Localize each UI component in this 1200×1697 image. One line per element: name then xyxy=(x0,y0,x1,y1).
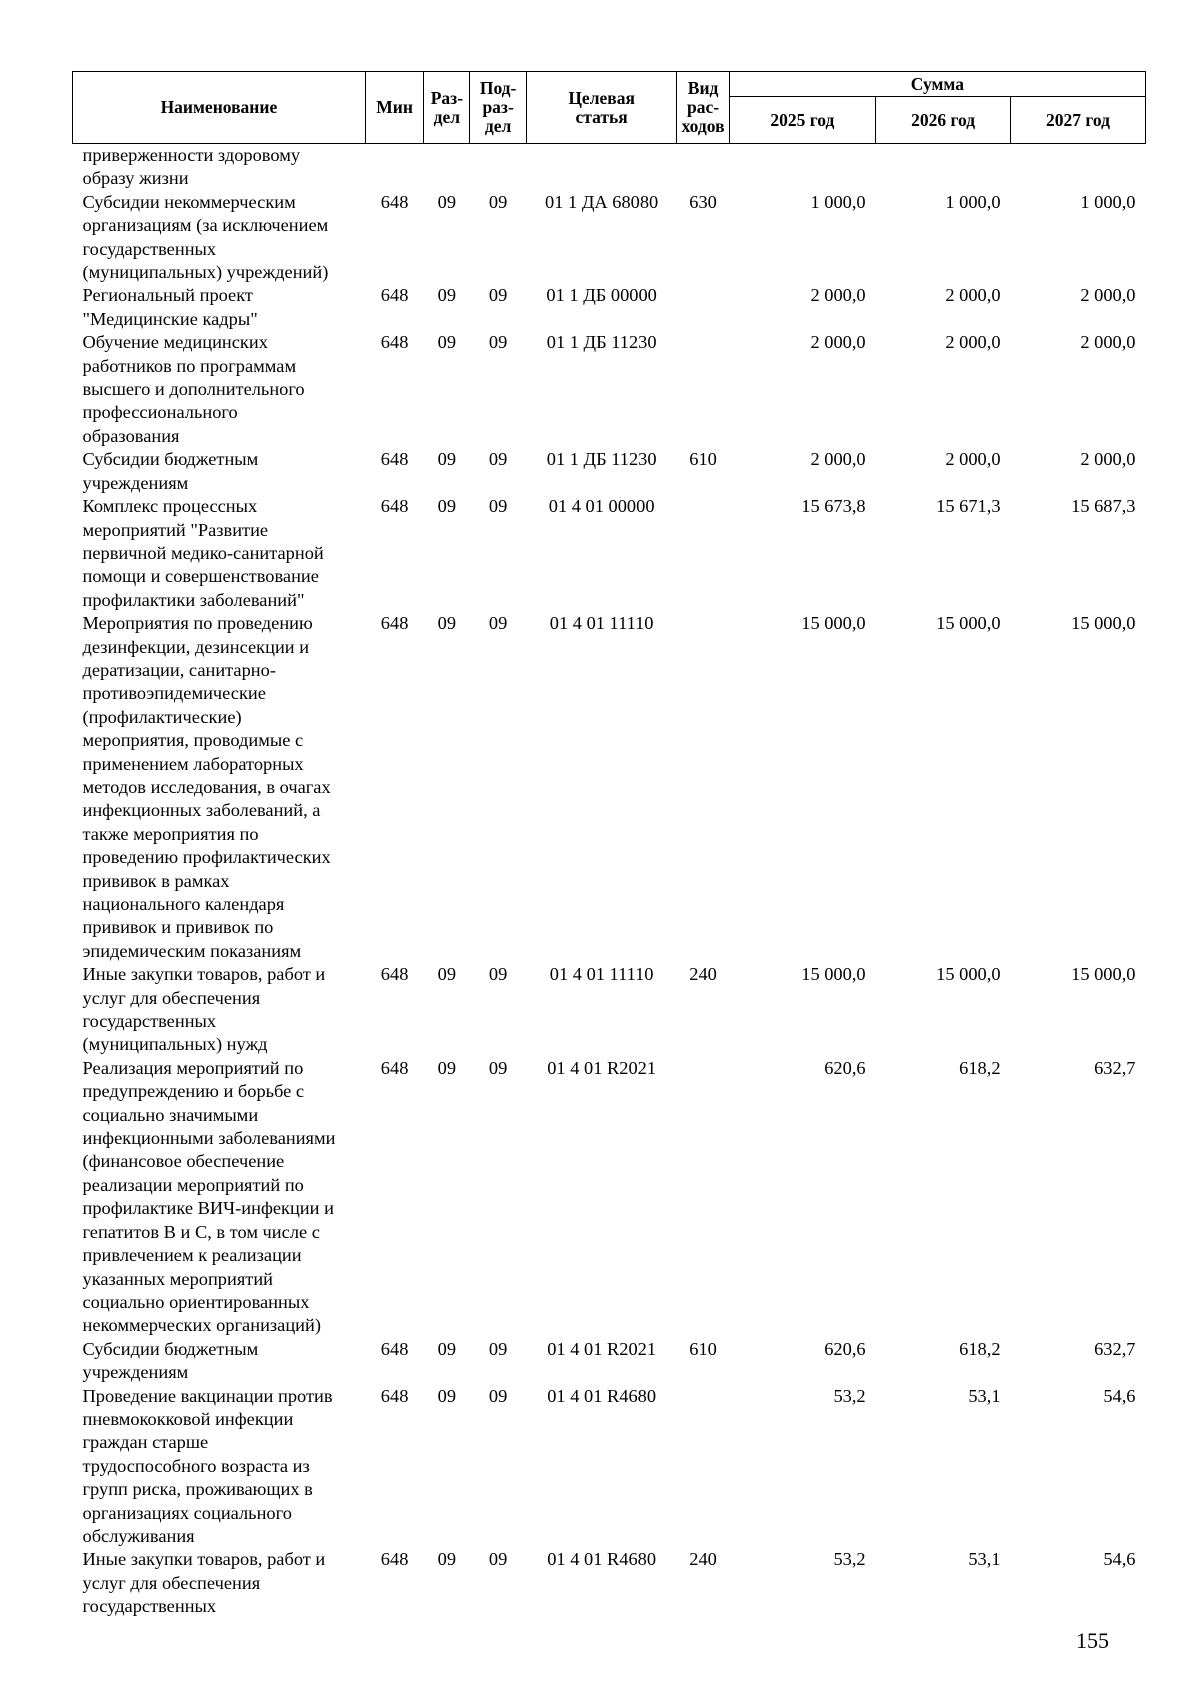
row-target-article-cell: 01 4 01 11110 xyxy=(549,964,654,985)
row-name-cell: Иные закупки товаров, работ и услуг для обеспечения государственных (муниципальных) нужд xyxy=(82,964,326,1055)
row-sum-2025-cell: 620,6 xyxy=(824,1338,866,1359)
row-expense-type-cell xyxy=(677,612,729,963)
row-podrazdel-cell: 09 xyxy=(488,1385,508,1406)
row-sum-2027-cell: 54,6 xyxy=(1103,1385,1136,1406)
row-target-article-cell: 01 1 ДА 68080 xyxy=(545,191,659,212)
row-podrazdel-cell: 09 xyxy=(488,496,508,517)
row-sum-2027-cell: 2 000,0 xyxy=(1080,449,1136,470)
row-name-cell: Комплекс процессных мероприятий "Развитие первичной медико-санитарной помощи и совершенствование профилактики заболеваний" xyxy=(82,496,324,610)
header-year-2026: 2026 год xyxy=(876,97,1011,144)
row-podrazdel-cell xyxy=(470,144,526,191)
row-target-article-cell: 01 4 01 R4680 xyxy=(547,1385,657,1406)
row-podrazdel-cell: 09 xyxy=(488,1549,508,1570)
row-razdel-cell: 09 xyxy=(437,191,457,212)
row-min-cell: 648 xyxy=(380,191,409,212)
row-sum-2027-cell: 15 687,3 xyxy=(1071,496,1136,517)
page-number: 155 xyxy=(1076,1628,1109,1653)
row-name-cell: Проведение вакцинации против пневмококковой инфекции граждан старше трудоспособного возраста из групп риска, проживающих в организациях социального обслуживания xyxy=(82,1385,333,1546)
row-name-cell: Обучение медицинских работников по программам высшего и дополнительного профессионального образования xyxy=(82,332,305,446)
header-year-2025: 2025 год xyxy=(729,97,875,144)
row-name-cell: Субсидии бюджетным учреждениям xyxy=(82,449,259,493)
row-expense-type-cell: 630 xyxy=(689,191,717,212)
row-razdel-cell: 09 xyxy=(437,1549,457,1570)
row-podrazdel-cell: 09 xyxy=(488,613,508,634)
row-podrazdel-cell: 09 xyxy=(488,285,508,306)
row-sum-2027-cell: 632,7 xyxy=(1094,1338,1136,1359)
row-sum-2026-cell: 53,1 xyxy=(968,1385,1001,1406)
table-row xyxy=(73,144,1146,191)
row-sum-2026-cell: 15 000,0 xyxy=(936,964,1001,985)
row-name-cell: Иные закупки товаров, работ и услуг для обеспечения государственных xyxy=(82,1549,326,1617)
row-sum-2025-cell: 15 673,8 xyxy=(801,496,866,517)
row-sum-2025-cell: 2 000,0 xyxy=(810,285,866,306)
row-razdel-cell: 09 xyxy=(437,1057,457,1078)
row-sum-2027-cell: 2 000,0 xyxy=(1080,332,1136,353)
table-row xyxy=(73,1548,1146,1618)
header-razdel: Раз- дел xyxy=(424,72,470,144)
row-target-article-cell: 01 1 ДБ 11230 xyxy=(546,332,657,353)
row-sum-2026-cell: 2 000,0 xyxy=(945,332,1001,353)
row-sum-2025-cell: 53,2 xyxy=(833,1385,866,1406)
row-sum-2025-cell: 15 000,0 xyxy=(801,964,866,985)
table-row xyxy=(73,963,1146,1057)
row-name-cell: Мероприятия по проведению дезинфекции, дезинсекции и дератизации, санитарно- противоэпидемические (профилактические) мероприятия, проводимые с применением лабораторных методов исследования, в очагах инфекционных заболеваний, а также мероприятия по проведению профилактических прививок в рамках национального календаря прививок и прививок по эпидемическим показаниям xyxy=(82,613,331,961)
row-expense-type-cell: 610 xyxy=(689,1338,717,1359)
header-year-2027: 2027 год xyxy=(1011,97,1146,144)
row-sum-2026-cell: 1 000,0 xyxy=(945,191,1001,212)
row-podrazdel-cell: 09 xyxy=(488,1057,508,1078)
row-sum-2026-cell: 618,2 xyxy=(959,1057,1001,1078)
row-razdel-cell: 09 xyxy=(437,1338,457,1359)
row-target-article-cell: 01 4 01 11110 xyxy=(549,613,654,634)
header-name: Наименование xyxy=(73,72,366,144)
row-sum-2025-cell: 2 000,0 xyxy=(810,449,866,470)
row-name-cell: Региональный проект "Медицинские кадры" xyxy=(82,285,258,329)
row-expense-type-cell xyxy=(677,1385,729,1549)
row-sum-2026-cell: 15 000,0 xyxy=(936,613,1001,634)
row-expense-type-cell: 240 xyxy=(689,1549,717,1570)
row-min-cell: 648 xyxy=(380,1057,409,1078)
row-razdel-cell: 09 xyxy=(437,613,457,634)
row-min-cell: 648 xyxy=(380,964,409,985)
row-sum-2026-cell: 2 000,0 xyxy=(945,449,1001,470)
header-podrazdel: Под- раз- дел xyxy=(470,72,526,144)
row-min-cell xyxy=(365,144,424,191)
row-sum-2027-cell: 2 000,0 xyxy=(1080,285,1136,306)
table-row xyxy=(73,1385,1146,1549)
header-target-article: Целевая статья xyxy=(526,72,677,144)
header-expense-type: Вид рас- ходов xyxy=(677,72,729,144)
row-sum-2025-cell xyxy=(729,144,875,191)
table-row xyxy=(73,331,1146,448)
row-sum-2027-cell: 15 000,0 xyxy=(1071,613,1136,634)
row-name-cell: Субсидии бюджетным учреждениям xyxy=(82,1338,259,1383)
row-podrazdel-cell: 09 xyxy=(488,191,508,212)
table-row xyxy=(73,448,1146,495)
row-min-cell: 648 xyxy=(380,1549,409,1570)
table-row xyxy=(73,1338,1146,1385)
row-expense-type-cell: 240 xyxy=(689,964,717,985)
row-target-article-cell: 01 4 01 R4680 xyxy=(547,1549,657,1570)
row-sum-2026-cell: 15 671,3 xyxy=(936,496,1001,517)
header-min: Мин xyxy=(365,72,424,144)
row-razdel-cell: 09 xyxy=(437,449,457,470)
table-row xyxy=(73,284,1146,331)
row-podrazdel-cell: 09 xyxy=(488,1338,508,1359)
row-sum-2026-cell: 618,2 xyxy=(959,1338,1001,1359)
row-sum-2025-cell: 15 000,0 xyxy=(801,613,866,634)
row-min-cell: 648 xyxy=(380,285,409,306)
row-razdel-cell: 09 xyxy=(437,285,457,306)
row-expense-type-cell: 610 xyxy=(689,449,717,470)
row-podrazdel-cell: 09 xyxy=(488,332,508,353)
row-sum-2025-cell: 2 000,0 xyxy=(810,332,866,353)
header-summa: Сумма xyxy=(729,72,1145,97)
row-razdel-cell: 09 xyxy=(437,332,457,353)
row-target-article-cell xyxy=(526,144,677,191)
row-sum-2027-cell: 54,6 xyxy=(1103,1549,1136,1570)
row-target-article-cell: 01 4 01 00000 xyxy=(548,496,655,517)
row-sum-2026-cell: 53,1 xyxy=(968,1549,1001,1570)
row-sum-2027-cell xyxy=(1011,144,1146,191)
row-name-cell: приверженности здоровому образу жизни xyxy=(82,145,301,189)
table-body xyxy=(73,144,1146,1619)
row-razdel-cell: 09 xyxy=(437,1385,457,1406)
row-expense-type-cell xyxy=(677,144,729,191)
row-expense-type-cell xyxy=(677,1057,729,1338)
row-razdel-cell: 09 xyxy=(437,496,457,517)
row-min-cell: 648 xyxy=(380,449,409,470)
row-razdel-cell xyxy=(424,144,470,191)
row-sum-2027-cell: 1 000,0 xyxy=(1080,191,1136,212)
row-min-cell: 648 xyxy=(380,1338,409,1359)
row-min-cell: 648 xyxy=(380,613,409,634)
row-sum-2027-cell: 632,7 xyxy=(1094,1057,1136,1078)
row-target-article-cell: 01 4 01 R2021 xyxy=(547,1338,657,1359)
table-row xyxy=(73,191,1146,285)
row-razdel-cell: 09 xyxy=(437,964,457,985)
row-min-cell: 648 xyxy=(380,332,409,353)
row-sum-2025-cell: 53,2 xyxy=(833,1549,866,1570)
row-name-cell: Реализация мероприятий по предупреждению и борьбе с социально значимыми инфекционными заболеваниями (финансовое обеспечение реализации мероприятий по профилактике ВИЧ-инфекции и гепатитов B и C, в том числе с привлечением к реализации указанных мероприятий социально ориентированных некоммерческих организаций) xyxy=(82,1057,336,1336)
row-expense-type-cell xyxy=(677,284,729,331)
table-row xyxy=(73,1057,1146,1338)
row-sum-2026-cell: 2 000,0 xyxy=(945,285,1001,306)
row-min-cell: 648 xyxy=(380,1385,409,1406)
row-podrazdel-cell: 09 xyxy=(488,449,508,470)
row-min-cell: 648 xyxy=(380,496,409,517)
table-row xyxy=(73,495,1146,612)
row-target-article-cell: 01 1 ДБ 11230 xyxy=(546,449,657,470)
budget-table xyxy=(72,71,1146,1619)
row-podrazdel-cell: 09 xyxy=(488,964,508,985)
row-sum-2026-cell xyxy=(876,144,1011,191)
table-row xyxy=(73,612,1146,963)
row-sum-2025-cell: 1 000,0 xyxy=(810,191,866,212)
row-target-article-cell: 01 1 ДБ 00000 xyxy=(546,285,657,306)
row-name-cell: Субсидии некоммерческим организациям (за исключением государственных (муниципальных) учреждений) xyxy=(82,191,329,283)
row-expense-type-cell xyxy=(677,331,729,448)
row-sum-2027-cell: 15 000,0 xyxy=(1071,964,1136,985)
row-sum-2025-cell: 620,6 xyxy=(824,1057,866,1078)
row-expense-type-cell xyxy=(677,495,729,612)
row-target-article-cell: 01 4 01 R2021 xyxy=(547,1057,657,1078)
